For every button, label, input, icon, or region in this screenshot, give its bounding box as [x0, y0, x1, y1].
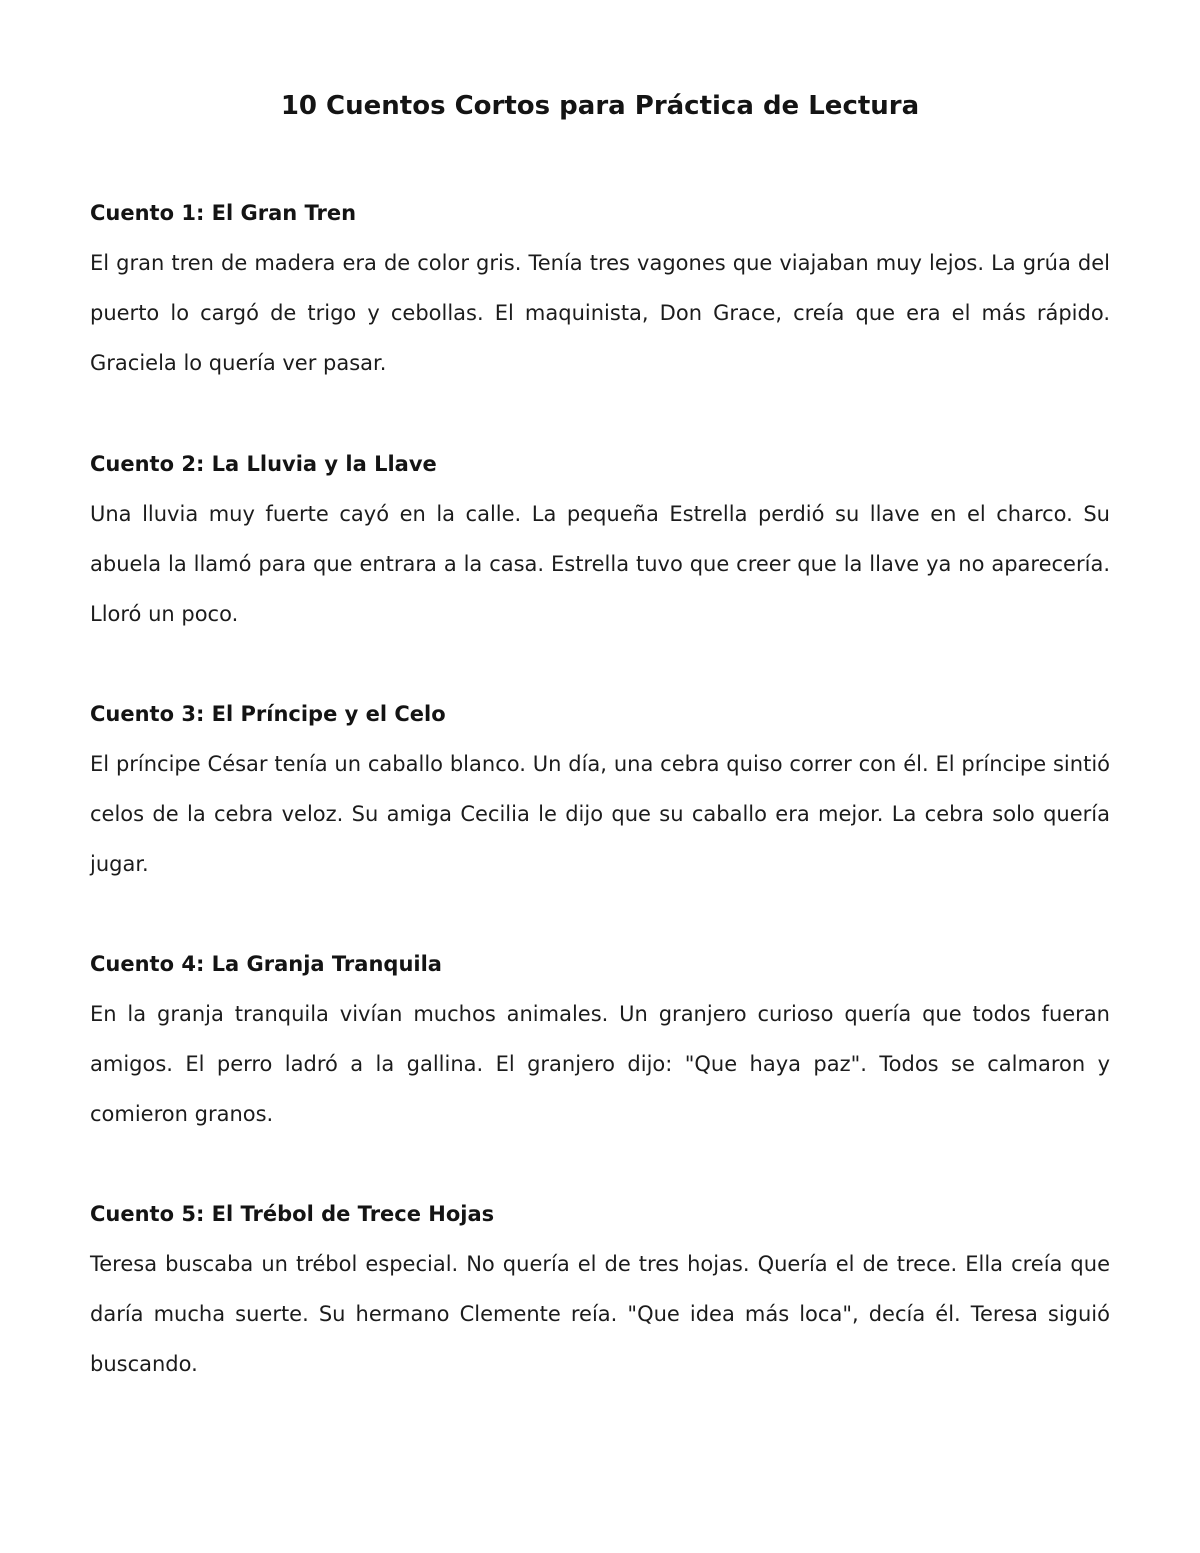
story-body: Una lluvia muy fuerte cayó en la calle. La pequeña Estrella perdió su llave en el charco. Su abuela la llamó para que entrara a la casa. Estrella tuvo que creer que la llave ya no aparecería. Lloró un poco. — [90, 502, 1110, 626]
story-heading: Cuento 1: El Gran Tren — [90, 201, 357, 225]
story-body: El príncipe César tenía un caballo blanco. Un día, una cebra quiso correr con él. El príncipe sintió celos de la cebra veloz. Su amiga Cecilia le dijo que su caballo era mejor. La cebra solo quería jugar. — [90, 752, 1110, 876]
story-body: En la granja tranquila vivían muchos animales. Un granjero curioso quería que todos fueran amigos. El perro ladró a la gallina. El granjero dijo: "Que haya paz". Todos se calmaron y comieron granos. — [90, 1002, 1110, 1126]
story-heading: Cuento 2: La Lluvia y la Llave — [90, 452, 437, 476]
story-body: Teresa buscaba un trébol especial. No quería el de tres hojas. Quería el de trece. Ella creía que daría mucha suerte. Su hermano Clemente reía. "Que idea más loca", decía él. Teresa siguió buscando. — [90, 1252, 1110, 1376]
story-heading: Cuento 4: La Granja Tranquila — [90, 952, 442, 976]
story-body: El gran tren de madera era de color gris. Tenía tres vagones que viajaban muy lejos. La grúa del puerto lo cargó de trigo y cebollas. El maquinista, Don Grace, creía que era el más rápido. Graciela lo quería ver pasar. — [90, 251, 1110, 375]
document-title: 10 Cuentos Cortos para Práctica de Lectura — [280, 91, 920, 121]
story-heading: Cuento 3: El Príncipe y el Celo — [90, 702, 446, 726]
story-2 — [90, 449, 1110, 639]
story-1 — [90, 198, 1110, 388]
story-4 — [90, 949, 1110, 1139]
story-5 — [90, 1199, 1110, 1389]
story-3 — [90, 699, 1110, 889]
story-heading: Cuento 5: El Trébol de Trece Hojas — [90, 1202, 495, 1226]
